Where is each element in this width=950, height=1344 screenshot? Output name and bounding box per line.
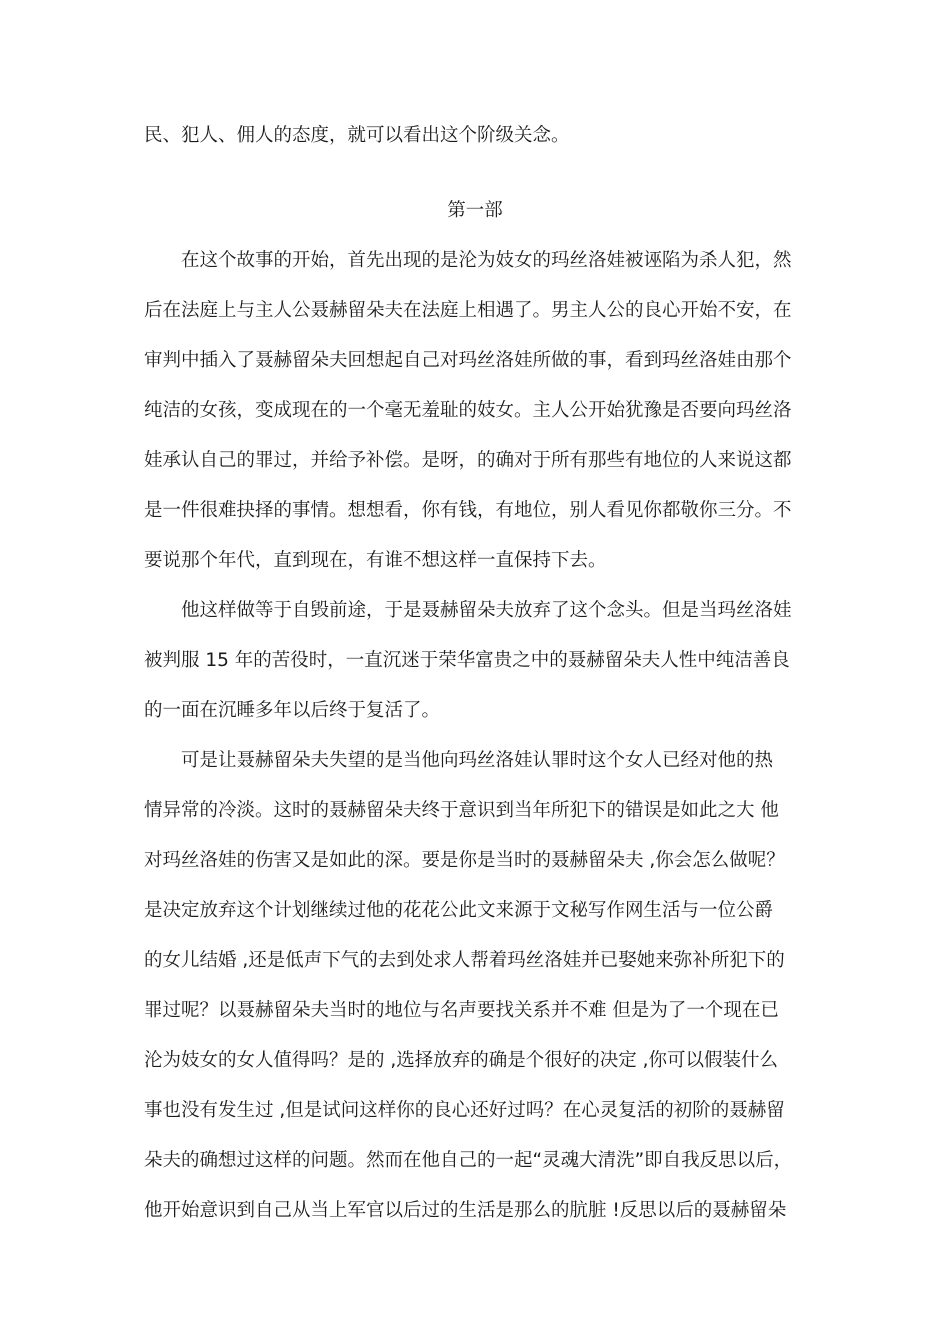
- text-line: 对玛丝洛娃的伤害又是如此的深。要是你是当时的聂赫留朵夫 ,你会怎么做呢？: [144, 850, 785, 871]
- text-line: 他开始意识到自己从当上军官以后过的生活是那么的肮脏 !反思以后的聂赫留朵: [144, 1200, 787, 1221]
- text-line: 娃承认自己的罪过，并给予补偿。是呀，的确对于所有那些有地位的人来说这都: [144, 450, 792, 471]
- text-line: 在这个故事的开始，首先出现的是沦为妓女的玛丝洛娃被诬陷为杀人犯，然: [181, 250, 792, 271]
- text-line: 是一件很难抉择的事情。想想看，你有钱，有地位，别人看见你都敬你三分。不: [144, 500, 792, 521]
- text-line: 朵夫的确想过这样的问题。然而在他自己的一起“灵魂大清洗”即自我反思以后，: [144, 1150, 793, 1171]
- section-heading: 第一部: [447, 200, 503, 221]
- text-line: 民、犯人、佣人的态度，就可以看出这个阶级关念。: [144, 125, 570, 146]
- text-line: 罪过呢？以聂赫留朵夫当时的地位与名声要找关系并不难 但是为了一个现在已: [144, 1000, 779, 1021]
- text-line: 要说那个年代，直到现在，有谁不想这样一直保持下去。: [144, 550, 607, 571]
- text-line: 事也没有发生过 ,但是试问这样你的良心还好过吗？在心灵复活的初阶的聂赫留: [144, 1100, 785, 1121]
- text-line: 被判服 15 年的苦役时，一直沉迷于荣华富贵之中的聂赫留朵夫人性中纯洁善良: [144, 650, 790, 671]
- text-line: 审判中插入了聂赫留朵夫回想起自己对玛丝洛娃所做的事，看到玛丝洛娃由那个: [144, 350, 792, 371]
- text-line: 是决定放弃这个计划继续过他的花花公此文来源于文秘写作网生活与一位公爵: [144, 900, 774, 921]
- text-line: 的一面在沉睡多年以后终于复活了。: [144, 700, 441, 721]
- text-line: 可是让聂赫留朵夫失望的是当他向玛丝洛娃认罪时这个女人已经对他的热: [181, 750, 774, 771]
- text-line: 的女儿结婚 ,还是低声下气的去到处求人帮着玛丝洛娃并已娶她来弥补所犯下的: [144, 950, 785, 971]
- text-line: 沦为妓女的女人值得吗？是的 ,选择放弃的确是个很好的决定 ,你可以假装什么: [144, 1050, 779, 1071]
- text-line: 他这样做等于自毁前途，于是聂赫留朵夫放弃了这个念头。但是当玛丝洛娃: [181, 600, 792, 621]
- text-line: 后在法庭上与主人公聂赫留朵夫在法庭上相遇了。男主人公的良心开始不安，在: [144, 300, 792, 321]
- text-line: 情异常的冷淡。这时的聂赫留朵夫终于意识到当年所犯下的错误是如此之大 他: [144, 800, 779, 821]
- text-line: 纯洁的女孩，变成现在的一个毫无羞耻的妓女。主人公开始犹豫是否要向玛丝洛: [144, 400, 792, 421]
